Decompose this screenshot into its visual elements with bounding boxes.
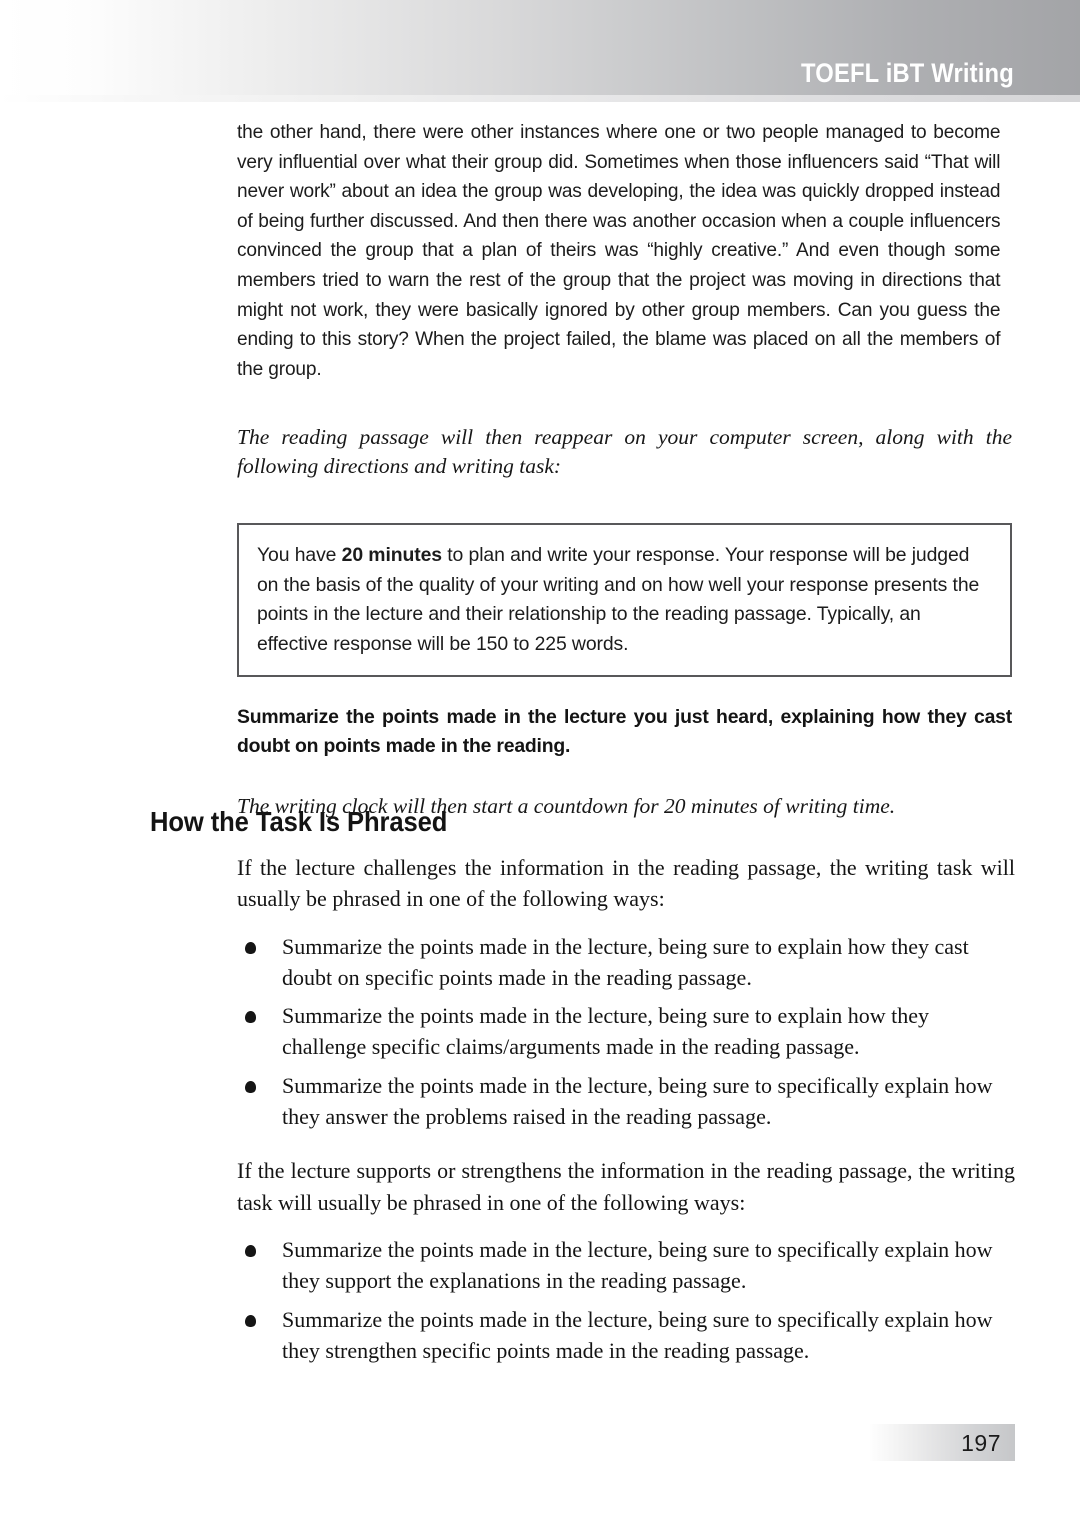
- bullet-dot-icon: [245, 1011, 256, 1023]
- spacer: [237, 481, 1012, 523]
- spacer: [237, 915, 1015, 931]
- spacer: [237, 760, 1012, 792]
- bold-writing-task: Summarize the points made in the lecture you just heard, explaining how they cast doubt on points made in the reading.: [237, 706, 1012, 757]
- challenge-bullet-list: [237, 931, 1015, 1133]
- directions-bold-phrase: 20 minutes: [341, 544, 442, 567]
- header-underline-rule: [0, 95, 1080, 102]
- list-item-label: Summarize the points made in the lecture, being sure to specifically explain how they answer the problems raised in the reading passage.: [282, 1072, 993, 1130]
- directions-text-before-bold: You have: [257, 544, 342, 567]
- task-phrasing-section: [237, 852, 1015, 1366]
- page-number: 197: [961, 1430, 1001, 1456]
- list-item-label: Summarize the points made in the lecture, being sure to explain how they challenge specific claims/arguments made in the reading passage.: [282, 1003, 929, 1060]
- header-title: TOEFL iBT Writing: [801, 58, 1014, 88]
- directions-text: [257, 541, 993, 659]
- list-item-label: Summarize the points made in the lecture, being sure to explain how they cast doubt on specific points made in the reading passage.: [282, 933, 969, 990]
- support-bullet-list: [237, 1234, 1015, 1366]
- support-intro-paragraph: If the lecture supports or strengthens the information in the reading passage, the writing task will usually be phrased in one of the following ways:: [237, 1158, 1015, 1215]
- list-item: [245, 1304, 1015, 1367]
- spacer: [237, 384, 1012, 423]
- spacer: [237, 1218, 1015, 1234]
- list-item: [245, 931, 1015, 994]
- list-item: [245, 1070, 1015, 1133]
- bullet-dot-icon: [245, 942, 256, 954]
- italic-intro-note: The reading passage will then reappear on your computer screen, along with the following directions and writing task:: [237, 425, 1012, 479]
- list-item: [245, 1234, 1015, 1297]
- page-footer-bar: [870, 1424, 1015, 1461]
- italic-clock-note: The writing clock will then start a countdown for 20 minutes of writing time.: [237, 794, 896, 819]
- page-running-header: [0, 0, 1080, 95]
- list-item-label: Summarize the points made in the lecture, being sure to specifically explain how they support the explanations in the reading passage.: [282, 1236, 993, 1294]
- challenge-intro-paragraph: If the lecture challenges the information in the reading passage, the writing task will usually be phrased in one of the following ways:: [237, 855, 1015, 912]
- spacer: [237, 1132, 1015, 1155]
- spacer: [237, 677, 1012, 703]
- list-item: [245, 1000, 1015, 1063]
- bullet-dot-icon: [245, 1315, 256, 1327]
- bullet-dot-icon: [245, 1245, 256, 1257]
- section-heading-how-the-task-is-phrased: How the Task Is Phrased: [150, 806, 448, 837]
- bullet-dot-icon: [245, 1081, 256, 1093]
- main-text-column: [237, 118, 1012, 821]
- list-item-label: Summarize the points made in the lecture, being sure to specifically explain how they strengthen specific points made in the reading passage.: [282, 1306, 993, 1363]
- directions-text-after-bold: to plan and write your response. Your response will be judged on the basis of the quality of your writing and on how well your response presents the points in the lecture and their relationship to the reading passage. Typically, an effective response will be 150 to 225 words.: [257, 544, 980, 655]
- continued-paragraph: the other hand, there were other instances where one or two people managed to become very influential over what their group did. Sometimes when those influencers said “That will never work” about an idea the group was developing, the idea was quickly dropped instead of being further discussed. And then there was another occasion when a couple influencers convinced the group that a plan of theirs was “highly creative.” And even though some members tried to warn the rest of the group that the project was moving in directions that might not work, they were basically ignored by other group members. Can you guess the ending to this story? When the project failed, the blame was placed on all the members of the group.: [237, 121, 1001, 380]
- directions-box: [237, 523, 1012, 677]
